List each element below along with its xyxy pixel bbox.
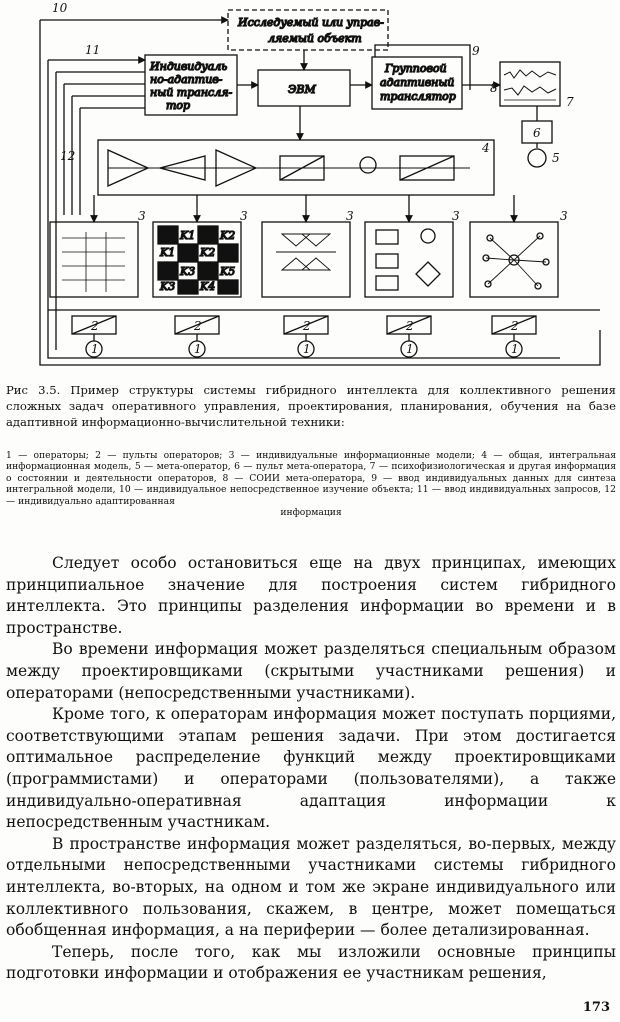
feedback-lines — [40, 20, 600, 365]
fig-number: 3 — [560, 209, 568, 223]
page-number: 173 — [582, 1000, 610, 1015]
matrix-label: K2 — [200, 246, 216, 259]
fig-number: 1 — [303, 342, 311, 356]
figure-numbers — [52, 1, 574, 356]
fig-number: 2 — [303, 319, 311, 333]
matrix-label: K1 — [160, 246, 176, 259]
fig-number: 1 — [194, 342, 202, 356]
fig-number: 10 — [52, 1, 68, 15]
matrix-label: K5 — [220, 265, 236, 278]
computer-box — [237, 50, 372, 106]
group-translator-line-1: Групповой — [385, 62, 447, 75]
fig-number: 6 — [533, 126, 541, 140]
system-diagram — [0, 0, 620, 378]
matrix-label: K3 — [180, 265, 196, 278]
meta-monitor — [500, 62, 560, 106]
matrix-label: K5 — [200, 265, 216, 278]
ind-translator-line-3: ный трансля- — [150, 86, 233, 99]
matrix-label: K1 — [180, 229, 196, 242]
object-label-2: ляемый объект — [268, 32, 362, 45]
paragraph: Кроме того, к операторам информация может поступать порциями, соответствующими этапам решения задачи. При этом достигается оптимальное распределение функций между проектировщиками (программистами) и операторами (пользователями), а также индивидуально-оперативная адаптация информации к непосредственным участникам. — [6, 705, 616, 832]
fig-number: 2 — [194, 319, 202, 333]
computer-label: ЭВМ — [288, 83, 316, 96]
fig-number: 1 — [511, 342, 519, 356]
fig-number: 2 — [91, 319, 99, 333]
matrix-label: K2 — [220, 229, 236, 242]
legend-text: 1 — операторы; 2 — пульты операторов; 3 — индивидуальные информационные модели; 4 — общая, интегральная информационная модель, 5 — мета-оператор, 6 — пульт мета-оператора, 7 — психофизиологическая и другая информация о состоянии и деятельности операторов, 8 — СОИИ мета-оператора, 9 — ввод индивидуальных данных для синтеза интегральной модели, 10 — индивидуальное непосредственное изучение объекта; 11 — ввод индивидуальных запросов, 12 — индивидуально адаптированная — [6, 450, 616, 507]
fig-number: 3 — [346, 209, 354, 223]
fig-number: 7 — [566, 95, 574, 109]
fig-number: 1 — [406, 342, 414, 356]
matrix-label: K4 — [160, 265, 176, 278]
fig-number: 11 — [85, 43, 101, 57]
matrix-label: K3 — [160, 280, 176, 293]
group-translator-line-2: адаптивный — [380, 76, 455, 89]
group-translator-line-3: транслятор — [380, 90, 456, 103]
object-box — [228, 10, 388, 50]
fig-number: 1 — [91, 342, 99, 356]
paragraph: Во времени информация может разделяться специальным образом между проектировщиками (скрытыми участниками решения) и операторами (непосредственными участниками). — [6, 640, 616, 702]
fig-number: 8 — [490, 81, 498, 95]
fig-number: 9 — [472, 44, 480, 58]
ind-translator-line-4: тор — [166, 99, 191, 112]
individual-models — [50, 222, 558, 297]
group-translator-box — [372, 45, 500, 109]
integral-model-box — [98, 106, 494, 195]
paragraph: В пространстве информация может разделяться, во-первых, между отдельными непосредственными участниками системы гибридного интеллекта, во-вторых, на одном и том же экране индивидуального или коллективного пользования, скажем, в центре, может помещаться обобщенная информация, а на периферии — более детализированная. — [6, 834, 616, 940]
ind-translator-line-1: Индивидуаль — [150, 60, 228, 73]
fig-number: 2 — [406, 319, 414, 333]
body-text — [6, 553, 616, 985]
figure-legend — [6, 450, 616, 518]
paragraph: Теперь, после того, как мы изложили основные принципы подготовки информации и отображения ее участникам решения, — [6, 942, 616, 983]
fig-number: 3 — [452, 209, 460, 223]
fig-number: 3 — [138, 209, 146, 223]
fig-number: 12 — [60, 149, 76, 163]
legend-last-line: информация — [280, 507, 342, 519]
fig-number: 3 — [240, 209, 248, 223]
ind-translator-line-2: но-адаптив- — [150, 73, 223, 86]
fig-number: 2 — [511, 319, 519, 333]
paragraph: Следует особо остановиться еще на двух принципах, имеющих принципиальное значение для построения систем гибридного интеллекта. Это принципы разделения информации во времени и в пространстве. — [6, 554, 616, 637]
object-label-1: Исследуемый или управ- — [238, 16, 384, 29]
individual-translator-box — [145, 55, 237, 115]
matrix-label: K4 — [200, 280, 216, 293]
fig-number: 4 — [482, 141, 490, 155]
fig-number: 5 — [552, 151, 560, 165]
figure-caption: Рис 3.5. Пример структуры системы гибридного интеллекта для коллективного решения сложных задач оперативного управления, проектирования, планирования, обучения на базе адаптивной информационно-вычислительной техники: — [6, 383, 616, 429]
connector-lines — [48, 195, 600, 310]
